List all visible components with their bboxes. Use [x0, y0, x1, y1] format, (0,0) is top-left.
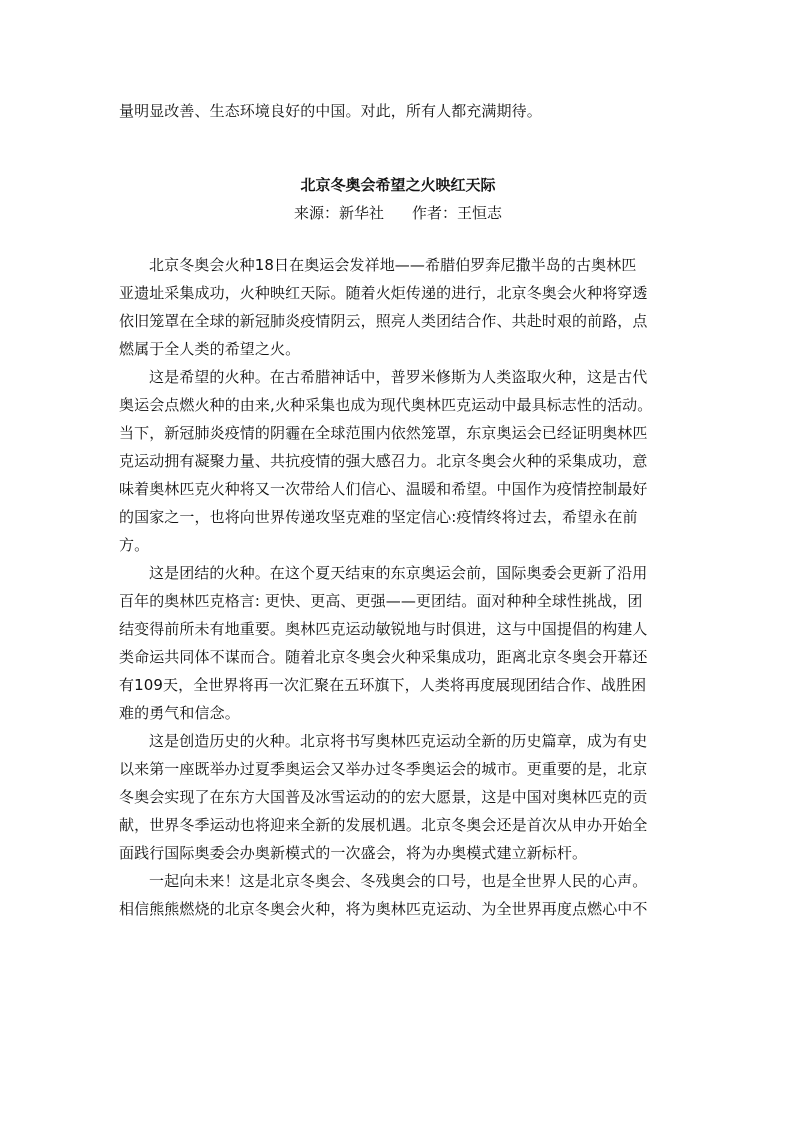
- paragraph-line: 类命运共同体不谋而合。随着北京冬奥会火种采集成功，距离北京冬奥会开幕还: [119, 648, 648, 666]
- paragraph: [119, 559, 677, 727]
- paragraph-line: 以来第一座既举办过夏季奥运会又举办过冬季奥运会的城市。更重要的是，北京: [119, 760, 648, 778]
- paragraph-line: 奥运会点燃火种的由来,火种采集也成为现代奥林匹克运动中最具标志性的活动。: [119, 396, 653, 414]
- author-label: 作者：王恒志: [412, 204, 503, 222]
- paragraph-line: 亚遗址采集成功，火种映红天际。随着火炬传递的进行，北京冬奥会火种将穿透: [119, 284, 648, 302]
- paragraph-line: 结变得前所未有地重要。奥林匹克运动敏锐地与时俱进，这与中国提倡的构建人: [119, 620, 648, 638]
- source-label: 来源：新华社: [293, 204, 384, 222]
- paragraph-line: 北京冬奥会火种18日在奥运会发祥地——希腊伯罗奔尼撒半岛的古奥林匹: [149, 256, 637, 274]
- document-content: [119, 97, 677, 923]
- paragraph-line: 有109天，全世界将再一次汇聚在五环旗下，人类将再度展现团结合作、战胜困: [119, 676, 647, 694]
- paragraph-line: 味着奥林匹克火种将又一次带给人们信心、温暖和希望。中国作为疫情控制最好: [119, 480, 648, 498]
- paragraph-line: 这是创造历史的火种。北京将书写奥林匹克运动全新的历史篇章，成为有史: [149, 732, 648, 750]
- paragraph-line: 百年的奥林匹克格言: 更快、更高、更强——更团结。面对种种全球性挑战，团: [119, 592, 643, 610]
- paragraph-line: 燃属于全人类的希望之火。: [119, 340, 301, 358]
- paragraph-line: 这是团结的火种。在这个夏天结束的东京奥运会前，国际奥委会更新了沿用: [149, 564, 648, 582]
- paragraph-line: 依旧笼罩在全球的新冠肺炎疫情阴云，照亮人类团结合作、共赴时艰的前路，点: [119, 312, 648, 330]
- paragraph-line: 冬奥会实现了在东方大国普及冰雪运动的的宏大愿景，这是中国对奥林匹克的贡: [119, 788, 648, 806]
- article-byline: [119, 201, 677, 225]
- paragraph: [119, 727, 677, 867]
- paragraph-line: 当下，新冠肺炎疫情的阴霾在全球范围内依然笼罩，东京奥运会已经证明奥林匹: [119, 424, 648, 442]
- paragraph-line: 克运动拥有凝聚力量、共抗疫情的强大感召力。北京冬奥会火种的采集成功，意: [119, 452, 648, 470]
- paragraph-line: 一起向未来！这是北京冬奥会、冬残奥会的口号，也是全世界人民的心声。: [149, 872, 648, 890]
- paragraph-line: 的国家之一，也将向世界传递攻坚克难的坚定信心:疫情终将过去，希望永在前: [119, 508, 638, 526]
- article-title: 北京冬奥会希望之火映红天际: [300, 176, 496, 194]
- paragraph-line: 相信熊熊燃烧的北京冬奥会火种，将为奥林匹克运动、为全世界再度点燃心中不: [119, 900, 648, 918]
- article-body: [119, 251, 677, 923]
- top-fragment-line: 量明显改善、生态环境良好的中国。对此，所有人都充满期待。: [119, 102, 542, 120]
- paragraph-line: 这是希望的火种。在古希腊神话中，普罗米修斯为人类盗取火种，这是古代: [149, 368, 648, 386]
- paragraph-line: 面践行国际奥委会办奥新模式的一次盛会，将为办奥模式建立新标杆。: [119, 844, 588, 862]
- paragraph-line: 献，世界冬季运动也将迎来全新的发展机遇。北京冬奥会还是首次从申办开始全: [119, 816, 648, 834]
- paragraph: [119, 867, 677, 923]
- paragraph-line: 难的勇气和信念。: [119, 704, 240, 722]
- paragraph: [119, 251, 677, 363]
- paragraph-line: 方。: [119, 536, 150, 554]
- paragraph: [119, 363, 677, 559]
